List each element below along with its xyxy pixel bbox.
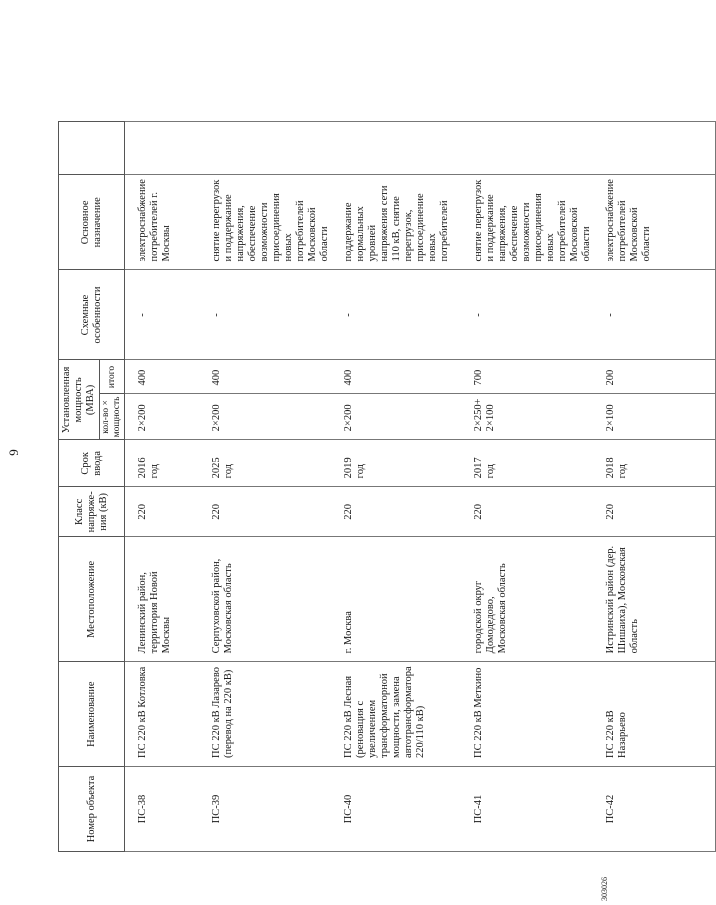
cell-number: ПС-40 (331, 767, 461, 852)
cell-empty (593, 122, 716, 175)
cell-number: ПС-39 (199, 767, 331, 852)
cell-empty (125, 122, 200, 175)
cell-total: 200 (593, 360, 716, 394)
cell-scheme: - (593, 270, 716, 360)
cell-scheme: - (331, 270, 461, 360)
header-location: Местоположение (59, 537, 125, 662)
cell-location: г. Москва (331, 537, 461, 662)
table-row (199, 122, 331, 852)
cell-total: 400 (125, 360, 200, 394)
table-row (125, 122, 200, 852)
header-purpose: Основное назначение (59, 175, 125, 270)
cell-voltage: 220 (199, 487, 331, 537)
table-row (593, 122, 716, 852)
cell-total: 400 (331, 360, 461, 394)
header-name: Наименование (59, 662, 125, 767)
cell-commission: 2016 год (125, 440, 200, 487)
cell-count-x-power: 2×200 (125, 394, 200, 440)
cell-empty (199, 122, 331, 175)
table-row (461, 122, 593, 852)
table-header (59, 122, 125, 852)
cell-purpose: поддержание нормальных уровней напряжения сети 110 кВ, снятие перегрузок, присоединение новых потребителей (331, 175, 461, 270)
cell-number: ПС-38 (125, 767, 200, 852)
document-code: 303026 (600, 877, 609, 901)
cell-name: ПС 220 кВ Назарьево (593, 662, 716, 767)
cell-count-x-power: 2×250+ 2×100 (461, 394, 593, 440)
cell-name: ПС 220 кВ Лесная (реновация с увеличением трансформаторной мощности, замена автотрансформатора 220/110 кВ) (331, 662, 461, 767)
cell-total: 400 (199, 360, 331, 394)
cell-commission: 2018 год (593, 440, 716, 487)
table-row (331, 122, 461, 852)
cell-total: 700 (461, 360, 593, 394)
cell-commission: 2019 год (331, 440, 461, 487)
cell-number: ПС-41 (461, 767, 593, 852)
cell-commission: 2017 год (461, 440, 593, 487)
header-commission: Срок ввода (59, 440, 125, 487)
cell-empty (461, 122, 593, 175)
header-scheme: Схемные особенности (59, 270, 125, 360)
cell-purpose: снятие перегрузок и поддержание напряжения, обеспечение возможности присоединения новых потребителей Московской области (461, 175, 593, 270)
cell-empty (331, 122, 461, 175)
cell-voltage: 220 (331, 487, 461, 537)
cell-location: Истринский район (дер. Шишаиха), Московская область (593, 537, 716, 662)
cell-number: ПС-42 (593, 767, 716, 852)
header-installed-power: Установленная мощность (МВА) (59, 360, 100, 440)
header-spacer (59, 122, 125, 175)
cell-location: Ленинский район, территория Новой Москвы (125, 537, 200, 662)
cell-count-x-power: 2×200 (199, 394, 331, 440)
page-number: 9 (6, 449, 21, 456)
cell-purpose: электроснабжение потребителей г. Москвы (125, 175, 200, 270)
cell-location: городской округ Домодедово, Московская область (461, 537, 593, 662)
cell-voltage: 220 (125, 487, 200, 537)
cell-location: Серпуховской район, Московская область (199, 537, 331, 662)
cell-name: ПС 220 кВ Меткино (461, 662, 593, 767)
cell-purpose: электроснабжение потребителей Московской области (593, 175, 716, 270)
cell-purpose: снятие перегрузок и поддержание напряжения, обеспечение возможности присоединения новых потребителей Московской области (199, 175, 331, 270)
cell-voltage: 220 (461, 487, 593, 537)
header-voltage-class: Класс напряже-ния (кВ) (59, 487, 125, 537)
header-total: итого (100, 360, 125, 394)
cell-commission: 2025 год (199, 440, 331, 487)
cell-scheme: - (125, 270, 200, 360)
header-count-x-power: кол-во × мощность (100, 394, 125, 440)
header-object-number: Номер объекта (59, 767, 125, 852)
cell-count-x-power: 2×100 (593, 394, 716, 440)
cell-name: ПС 220 кВ Лазарево (перевод на 220 кВ) (199, 662, 331, 767)
cell-scheme: - (199, 270, 331, 360)
cell-scheme: - (461, 270, 593, 360)
cell-name: ПС 220 кВ Котловка (125, 662, 200, 767)
cell-count-x-power: 2×200 (331, 394, 461, 440)
cell-voltage: 220 (593, 487, 716, 537)
objects-table (58, 121, 716, 852)
